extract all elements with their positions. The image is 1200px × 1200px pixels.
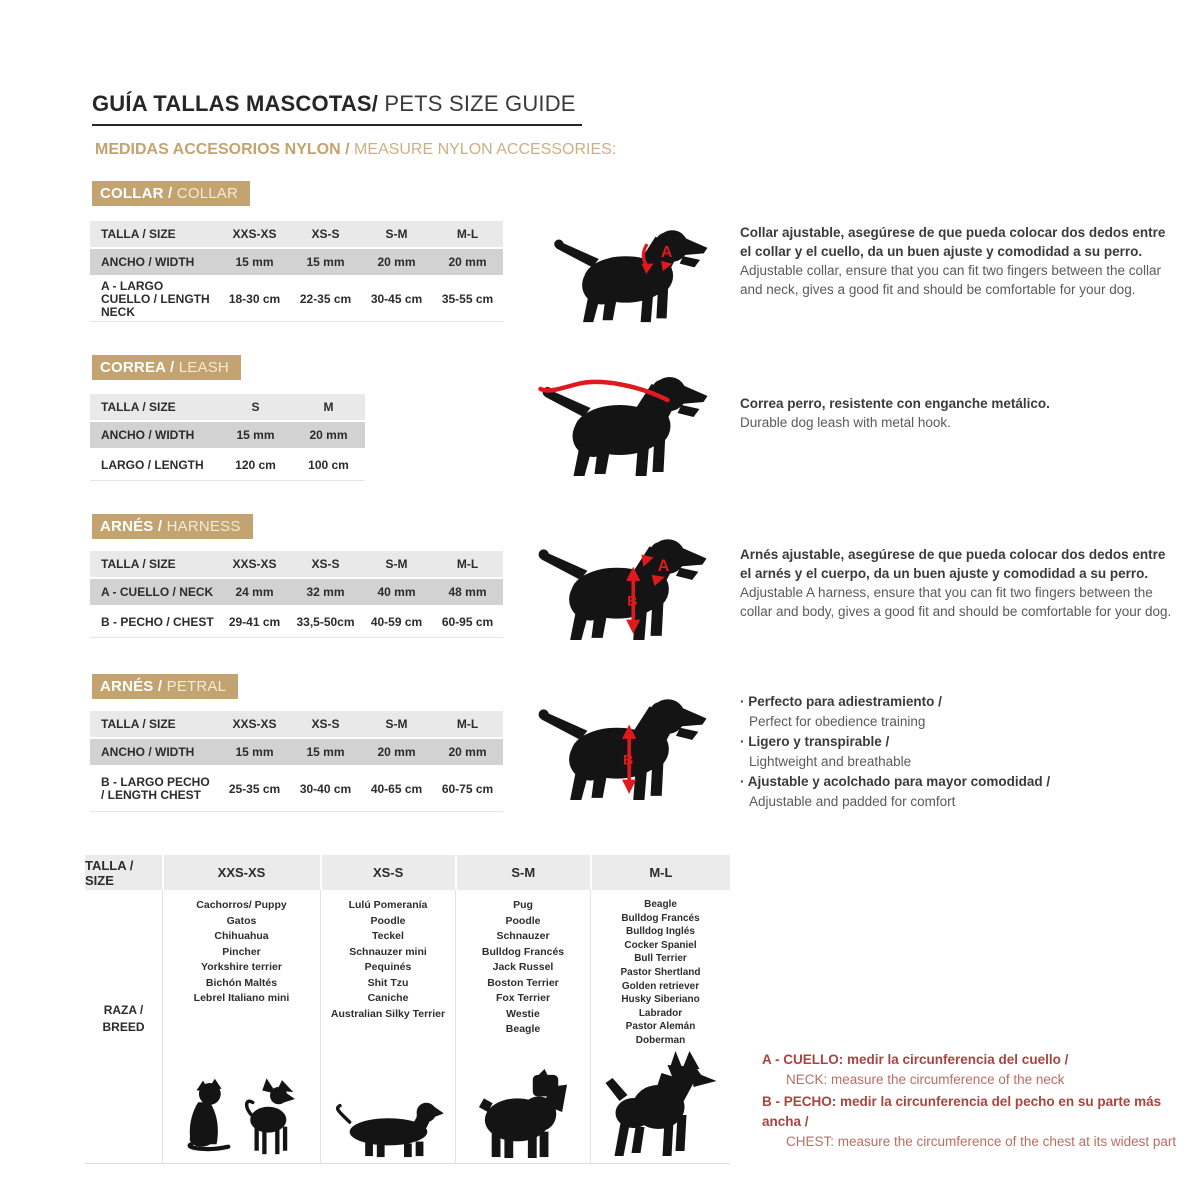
petral-chest-length-row: [90, 767, 503, 812]
table-value: 100 cm: [308, 458, 349, 472]
table-value: 32 mm: [306, 585, 345, 599]
doberman-silhouette: [602, 1051, 720, 1159]
leash-table-header-row: [90, 394, 365, 420]
harness-desc-en: Adjustable A harness, ensure that you can fit two fingers between the collar and body, gives a good fit and should be comfortable for your dog.: [740, 585, 1172, 619]
collar-width-row: [90, 249, 503, 275]
size-label-cell: TALLA / SIZE: [85, 857, 134, 888]
size-col-header: M-L: [456, 227, 479, 241]
size-col-header: XS-S: [311, 557, 340, 571]
size-label-cell: TALLA / SIZE: [101, 556, 176, 571]
table-value: 60-95 cm: [441, 615, 494, 629]
size-col-header: XXS-XS: [232, 557, 277, 571]
size-col-header: S-M: [385, 557, 408, 571]
page-title-en: PETS SIZE GUIDE: [378, 90, 576, 116]
petral-badge-en: PETRAL: [162, 678, 227, 695]
size-col-header: XS-S: [311, 717, 340, 731]
leash-section-badge: [92, 355, 241, 380]
size-col-header: XS-S: [311, 227, 340, 241]
size-col-header: S-M: [385, 717, 408, 731]
leash-dog-figure: [533, 366, 713, 478]
note-chest-es: B - PECHO: medir la circunferencia del pecho en su parte más ancha /: [762, 1094, 1162, 1129]
table-value: 20 mm: [377, 745, 416, 759]
animal-figures: [332, 1093, 444, 1163]
petral-features: [740, 692, 1180, 812]
chest-measure-letter: B: [623, 752, 634, 769]
breed-item: Beagle: [644, 899, 677, 910]
leash-badge-es: CORREA /: [100, 359, 175, 376]
leash-length-row: [90, 450, 365, 481]
size-col-header: XXS-XS: [232, 717, 277, 731]
breed-item: Pastor Shertland: [620, 966, 701, 978]
breed-item: Poodle: [505, 914, 541, 927]
chest-measure-letter: B: [627, 593, 638, 610]
breed-item: Pug: [513, 899, 533, 911]
petral-bullet-es: · Ajustable y acolchado para mayor comodidad /: [740, 772, 1180, 792]
size-label-cell: TALLA / SIZE: [101, 716, 176, 731]
breeds-column-s-m: [455, 890, 590, 1163]
table-value: 20 mm: [377, 255, 416, 269]
breed-item: Bichón Maltés: [205, 976, 278, 989]
note-neck-en: NECK: measure the circumference of the neck: [786, 1072, 1065, 1087]
breed-item: Schnauzer: [496, 930, 550, 942]
petral-bullet-en: Lightweight and breathable: [749, 754, 912, 769]
breed-item: Australian Silky Terrier: [330, 1007, 446, 1020]
breed-item: Jack Russel: [492, 961, 554, 973]
breed-item: Gatos: [226, 914, 257, 927]
table-value: 40-65 cm: [370, 782, 423, 796]
harness-dog-figure: [528, 528, 713, 642]
petral-section-badge: [92, 674, 238, 699]
breed-row-label-en: BREED: [102, 1020, 145, 1034]
leash-badge-en: LEASH: [174, 359, 229, 376]
collar-dog-figure: [545, 220, 713, 324]
leash-size-table: [90, 394, 365, 483]
collar-table-header-row: [90, 221, 503, 247]
note-neck-es: A - CUELLO: medir la circunferencia del cuello /: [762, 1052, 1069, 1067]
row-label: ANCHO / WIDTH: [101, 427, 195, 442]
size-col-header: M-L: [456, 557, 479, 571]
harness-badge-es: ARNÉS /: [100, 518, 163, 535]
animal-figures: [602, 1051, 720, 1163]
breeds-column-xxs-xs: [162, 890, 320, 1163]
breed-item: Bulldog Inglés: [626, 926, 695, 938]
petral-bullet-en: Perfect for obedience training: [749, 714, 926, 729]
breed-item: Shit Tzu: [367, 976, 409, 989]
collar-neck-length-row: [90, 277, 503, 322]
breed-item: Pincher: [222, 945, 261, 958]
table-value: 120 cm: [235, 458, 276, 472]
breeds-body-row: [85, 890, 730, 1164]
table-value: 15 mm: [235, 255, 274, 269]
size-col-header: XXS-XS: [232, 227, 277, 241]
harness-badge-en: HARNESS: [162, 518, 241, 535]
row-label: B - PECHO / CHEST: [101, 614, 214, 629]
breed-item: Teckel: [372, 930, 404, 942]
breed-item: Lulú Pomeranía: [348, 899, 428, 911]
breed-item: Fox Terrier: [495, 992, 551, 1004]
breed-item: Lebrel Italiano mini: [193, 992, 290, 1004]
petral-bullet-es: · Ligero y transpirable /: [740, 732, 1180, 752]
collar-desc-en: Adjustable collar, ensure that you can fit two fingers between the collar and neck, gives a good fit and should be comfortable for your dog.: [740, 263, 1161, 297]
harness-chest-row: [90, 607, 503, 638]
table-value: 30-40 cm: [299, 782, 352, 796]
animal-figures: [473, 1069, 573, 1163]
breeds-column-m-l: [590, 890, 730, 1163]
neck-measure-letter: A: [657, 556, 670, 575]
breed-item: Labrador: [638, 1007, 683, 1019]
table-value: 15 mm: [306, 255, 345, 269]
petral-bullet-es: · Perfecto para adiestramiento /: [740, 692, 1180, 712]
petral-badge-es: ARNÉS /: [100, 678, 163, 695]
dachshund-silhouette: [332, 1093, 444, 1159]
petral-bullet-en: Adjustable and padded for comfort: [749, 794, 956, 809]
row-label: A - CUELLO / NECK: [101, 584, 214, 599]
breeds-header-row: [85, 855, 730, 890]
table-value: 60-75 cm: [441, 782, 494, 796]
dog-silhouette: [539, 699, 707, 800]
row-label: A - LARGO CUELLO / LENGTH NECK: [101, 278, 210, 319]
breed-list: [331, 898, 445, 1022]
breed-item: Chihuahua: [214, 930, 269, 942]
harness-size-table: [90, 551, 503, 640]
table-value: 33,5-50cm: [296, 615, 355, 629]
breed-item: Cocker Spaniel: [624, 939, 697, 951]
harness-desc-es: Arnés ajustable, asegúrese de que pueda colocar dos dedos entre el arnés y el cuerpo, da un buen ajuste y comodidad a su perro.: [740, 547, 1166, 581]
row-label: B - LARGO PECHO / LENGTH CHEST: [101, 775, 210, 802]
table-value: 15 mm: [236, 428, 275, 442]
size-label-cell: TALLA / SIZE: [101, 399, 176, 414]
note-chest-en: CHEST: measure the circumference of the chest at its widest part: [786, 1134, 1177, 1149]
breed-item: Schnauzer mini: [349, 945, 427, 958]
size-col-header: M-L: [590, 855, 730, 890]
table-value: 20 mm: [448, 745, 487, 759]
collar-section-badge: [92, 181, 250, 206]
table-value: 18-30 cm: [228, 292, 281, 306]
table-value: 15 mm: [306, 745, 345, 759]
collar-badge-en: COLLAR: [172, 185, 239, 202]
size-col-header: XXS-XS: [162, 855, 320, 890]
breed-row-label-es: RAZA /: [103, 1003, 144, 1017]
harness-description: [740, 545, 1172, 621]
breeds-table: [85, 855, 730, 1164]
page-subtitle-en: MEASURE NYLON ACCESSORIES:: [349, 141, 617, 158]
breed-item: Boston Terrier: [487, 976, 559, 989]
breed-row-label: [85, 1002, 162, 1036]
table-value: 25-35 cm: [228, 782, 281, 796]
size-col-header: S: [251, 400, 260, 414]
breed-item: Westie: [506, 1007, 540, 1020]
dog-silhouette: [539, 539, 707, 640]
collar-desc-es: Collar ajustable, asegúrese de que pueda colocar dos dedos entre el collar y el cuello, da un buen ajuste y comodidad a su perro.: [740, 225, 1166, 259]
harness-neck-row: [90, 579, 503, 605]
collar-description: [740, 223, 1172, 299]
breed-item: Poodle: [370, 914, 406, 927]
breeds-column-xs-s: [320, 890, 455, 1163]
breed-item: Pequinés: [364, 961, 412, 973]
size-col-header: M-L: [456, 717, 479, 731]
dog-silhouette: [554, 230, 707, 322]
table-value: 35-55 cm: [441, 292, 494, 306]
breed-item: Beagle: [505, 1023, 541, 1035]
breed-item: Cachorros/ Puppy: [196, 899, 287, 911]
collar-size-table: [90, 221, 503, 324]
breed-item: Husky Siberiano: [621, 994, 700, 1006]
breeds-label-column: [85, 890, 162, 1163]
breed-item: Yorkshire terrier: [201, 961, 282, 973]
breed-item: Golden retriever: [621, 980, 700, 992]
cat-silhouette: [183, 1069, 235, 1159]
row-label: ANCHO / WIDTH: [101, 744, 195, 759]
breed-list: [482, 898, 564, 1038]
table-value: 20 mm: [309, 428, 348, 442]
breed-list: [620, 898, 700, 1048]
row-label: ANCHO / WIDTH: [101, 254, 195, 269]
dog-silhouette: [543, 377, 708, 476]
size-col-header: S-M: [455, 855, 590, 890]
leash-desc-en: Durable dog leash with metal hook.: [740, 415, 951, 430]
size-col-header: XS-S: [320, 855, 455, 890]
page-title-es: GUÍA TALLAS MASCOTAS/: [92, 90, 379, 116]
leash-width-row: [90, 422, 365, 448]
table-value: 48 mm: [448, 585, 487, 599]
petral-width-row: [90, 739, 503, 765]
neck-measure-letter: A: [661, 244, 673, 262]
chihuahua-silhouette: [239, 1077, 301, 1159]
breed-item: Bulldog Francés: [481, 945, 565, 958]
animal-figures: [183, 1069, 301, 1163]
table-value: 22-35 cm: [299, 292, 352, 306]
row-label: LARGO / LENGTH: [101, 457, 204, 472]
collar-badge-es: COLLAR /: [100, 185, 173, 202]
petral-size-table: [90, 711, 503, 814]
breed-item: Caniche: [367, 992, 409, 1004]
breed-item: Bulldog Francés: [621, 912, 700, 924]
schnauzer-silhouette: [473, 1069, 573, 1159]
table-value: 40-59 cm: [370, 615, 423, 629]
table-value: 29-41 cm: [228, 615, 281, 629]
table-value: 30-45 cm: [370, 292, 423, 306]
page-subtitle: [95, 141, 616, 159]
table-value: 40 mm: [377, 585, 416, 599]
table-value: 20 mm: [448, 255, 487, 269]
petral-dog-figure: [528, 688, 713, 802]
breed-item: Doberman: [635, 1034, 686, 1046]
leash-desc-es: Correa perro, resistente con enganche metálico.: [740, 396, 1050, 411]
measuring-notes: [762, 1050, 1182, 1154]
breed-item: Pastor Alemán: [625, 1021, 696, 1033]
page-title: [92, 91, 582, 126]
table-value: 24 mm: [235, 585, 274, 599]
breed-list: [194, 898, 290, 1007]
size-col-header: M: [323, 400, 334, 414]
size-col-header: S-M: [385, 227, 408, 241]
table-value: 15 mm: [235, 745, 274, 759]
size-label-cell: TALLA / SIZE: [101, 226, 176, 241]
leash-description: [740, 394, 1172, 432]
harness-section-badge: [92, 514, 253, 539]
page-subtitle-es: MEDIDAS ACCESORIOS NYLON /: [95, 141, 350, 158]
breed-item: Bull Terrier: [634, 953, 687, 965]
petral-table-header-row: [90, 711, 503, 737]
harness-table-header-row: [90, 551, 503, 577]
